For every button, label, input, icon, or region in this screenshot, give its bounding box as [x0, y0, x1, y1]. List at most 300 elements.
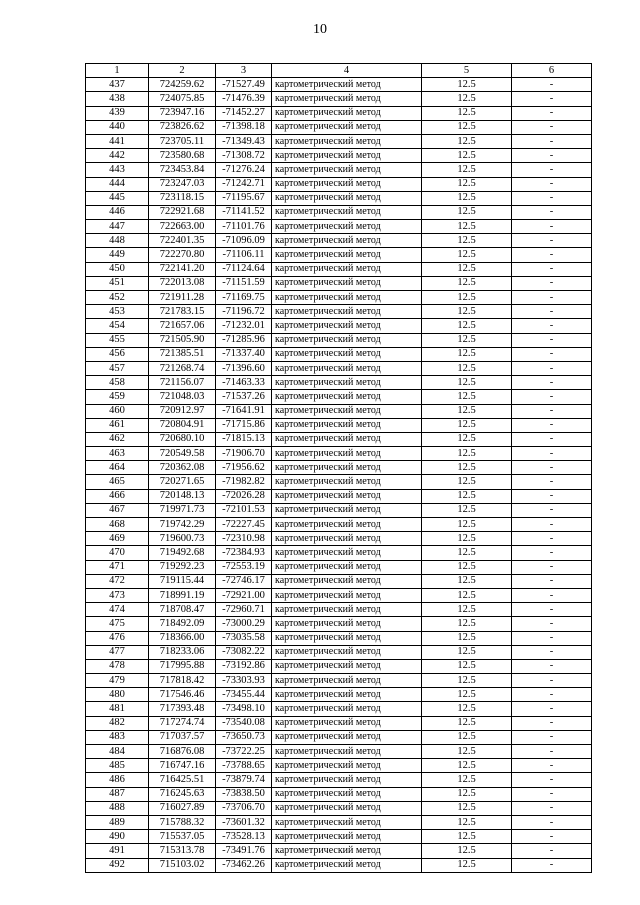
- method-cell: картометрический метод: [272, 844, 422, 858]
- note-cell: -: [512, 177, 592, 191]
- point-number-cell: 479: [86, 674, 149, 688]
- accuracy-cell: 12.5: [422, 248, 512, 262]
- accuracy-cell: 12.5: [422, 745, 512, 759]
- note-cell: -: [512, 92, 592, 106]
- table-row: [86, 617, 592, 631]
- accuracy-cell: 12.5: [422, 858, 512, 872]
- method-cell: картометрический метод: [272, 106, 422, 120]
- x-coordinate-cell: 718991.19: [149, 588, 216, 602]
- point-number-cell: 464: [86, 461, 149, 475]
- accuracy-cell: 12.5: [422, 149, 512, 163]
- table-row: [86, 163, 592, 177]
- accuracy-cell: 12.5: [422, 787, 512, 801]
- table-body: [86, 78, 592, 873]
- method-cell: картометрический метод: [272, 560, 422, 574]
- x-coordinate-cell: 723453.84: [149, 163, 216, 177]
- point-number-cell: 456: [86, 347, 149, 361]
- table-row: [86, 659, 592, 673]
- method-cell: картометрический метод: [272, 347, 422, 361]
- table-row: [86, 716, 592, 730]
- accuracy-cell: 12.5: [422, 432, 512, 446]
- note-cell: -: [512, 844, 592, 858]
- y-coordinate-cell: -71232.01: [216, 319, 272, 333]
- method-cell: картометрический метод: [272, 773, 422, 787]
- point-number-cell: 457: [86, 361, 149, 375]
- x-coordinate-cell: 724259.62: [149, 78, 216, 92]
- table-header-row: [86, 64, 592, 78]
- y-coordinate-cell: -72921.00: [216, 588, 272, 602]
- method-cell: картометрический метод: [272, 674, 422, 688]
- x-coordinate-cell: 716876.08: [149, 745, 216, 759]
- x-coordinate-cell: 721783.15: [149, 305, 216, 319]
- note-cell: -: [512, 730, 592, 744]
- table-row: [86, 702, 592, 716]
- accuracy-cell: 12.5: [422, 177, 512, 191]
- point-number-cell: 446: [86, 205, 149, 219]
- x-coordinate-cell: 717393.48: [149, 702, 216, 716]
- table-row: [86, 376, 592, 390]
- table-row: [86, 149, 592, 163]
- point-number-cell: 463: [86, 447, 149, 461]
- note-cell: -: [512, 291, 592, 305]
- note-cell: -: [512, 773, 592, 787]
- point-number-cell: 455: [86, 333, 149, 347]
- note-cell: -: [512, 659, 592, 673]
- y-coordinate-cell: -71527.49: [216, 78, 272, 92]
- table-row: [86, 688, 592, 702]
- method-cell: картометрический метод: [272, 404, 422, 418]
- y-coordinate-cell: -71641.91: [216, 404, 272, 418]
- note-cell: -: [512, 674, 592, 688]
- point-number-cell: 476: [86, 631, 149, 645]
- method-cell: картометрический метод: [272, 688, 422, 702]
- point-number-cell: 471: [86, 560, 149, 574]
- note-cell: -: [512, 688, 592, 702]
- table-row: [86, 390, 592, 404]
- accuracy-cell: 12.5: [422, 361, 512, 375]
- accuracy-cell: 12.5: [422, 730, 512, 744]
- accuracy-cell: 12.5: [422, 191, 512, 205]
- point-number-cell: 485: [86, 759, 149, 773]
- method-cell: картометрический метод: [272, 603, 422, 617]
- note-cell: -: [512, 305, 592, 319]
- y-coordinate-cell: -73000.29: [216, 617, 272, 631]
- point-number-cell: 438: [86, 92, 149, 106]
- accuracy-cell: 12.5: [422, 262, 512, 276]
- y-coordinate-cell: -71463.33: [216, 376, 272, 390]
- accuracy-cell: 12.5: [422, 475, 512, 489]
- method-cell: картометрический метод: [272, 390, 422, 404]
- note-cell: -: [512, 489, 592, 503]
- y-coordinate-cell: -72960.71: [216, 603, 272, 617]
- note-cell: -: [512, 787, 592, 801]
- method-cell: картометрический метод: [272, 588, 422, 602]
- table-row: [86, 532, 592, 546]
- method-cell: картометрический метод: [272, 702, 422, 716]
- method-cell: картометрический метод: [272, 546, 422, 560]
- note-cell: -: [512, 560, 592, 574]
- method-cell: картометрический метод: [272, 475, 422, 489]
- y-coordinate-cell: -71956.62: [216, 461, 272, 475]
- method-cell: картометрический метод: [272, 305, 422, 319]
- point-number-cell: 480: [86, 688, 149, 702]
- method-cell: картометрический метод: [272, 418, 422, 432]
- method-cell: картометрический метод: [272, 574, 422, 588]
- accuracy-cell: 12.5: [422, 461, 512, 475]
- note-cell: -: [512, 205, 592, 219]
- note-cell: -: [512, 191, 592, 205]
- x-coordinate-cell: 721657.06: [149, 319, 216, 333]
- point-number-cell: 452: [86, 291, 149, 305]
- x-coordinate-cell: 719742.29: [149, 518, 216, 532]
- table-row: [86, 78, 592, 92]
- x-coordinate-cell: 719492.68: [149, 546, 216, 560]
- point-number-cell: 475: [86, 617, 149, 631]
- y-coordinate-cell: -71452.27: [216, 106, 272, 120]
- accuracy-cell: 12.5: [422, 830, 512, 844]
- y-coordinate-cell: -71169.75: [216, 291, 272, 305]
- y-coordinate-cell: -71337.40: [216, 347, 272, 361]
- point-number-cell: 444: [86, 177, 149, 191]
- accuracy-cell: 12.5: [422, 134, 512, 148]
- y-coordinate-cell: -72101.53: [216, 503, 272, 517]
- note-cell: -: [512, 645, 592, 659]
- table-row: [86, 844, 592, 858]
- point-number-cell: 453: [86, 305, 149, 319]
- note-cell: -: [512, 461, 592, 475]
- x-coordinate-cell: 717037.57: [149, 730, 216, 744]
- x-coordinate-cell: 722663.00: [149, 220, 216, 234]
- x-coordinate-cell: 717818.42: [149, 674, 216, 688]
- method-cell: картометрический метод: [272, 489, 422, 503]
- accuracy-cell: 12.5: [422, 688, 512, 702]
- table-row: [86, 305, 592, 319]
- x-coordinate-cell: 720148.13: [149, 489, 216, 503]
- point-number-cell: 492: [86, 858, 149, 872]
- accuracy-cell: 12.5: [422, 645, 512, 659]
- y-coordinate-cell: -73540.08: [216, 716, 272, 730]
- method-cell: картометрический метод: [272, 376, 422, 390]
- x-coordinate-cell: 720912.97: [149, 404, 216, 418]
- point-number-cell: 478: [86, 659, 149, 673]
- y-coordinate-cell: -73838.50: [216, 787, 272, 801]
- method-cell: картометрический метод: [272, 801, 422, 815]
- point-number-cell: 459: [86, 390, 149, 404]
- point-number-cell: 443: [86, 163, 149, 177]
- x-coordinate-cell: 720362.08: [149, 461, 216, 475]
- y-coordinate-cell: -72384.93: [216, 546, 272, 560]
- x-coordinate-cell: 721385.51: [149, 347, 216, 361]
- x-coordinate-cell: 720804.91: [149, 418, 216, 432]
- y-coordinate-cell: -71124.64: [216, 262, 272, 276]
- table-row: [86, 631, 592, 645]
- x-coordinate-cell: 721268.74: [149, 361, 216, 375]
- method-cell: картометрический метод: [272, 518, 422, 532]
- column-header-4: 4: [272, 64, 422, 78]
- accuracy-cell: 12.5: [422, 759, 512, 773]
- accuracy-cell: 12.5: [422, 659, 512, 673]
- point-number-cell: 469: [86, 532, 149, 546]
- y-coordinate-cell: -71106.11: [216, 248, 272, 262]
- y-coordinate-cell: -73035.58: [216, 631, 272, 645]
- accuracy-cell: 12.5: [422, 674, 512, 688]
- y-coordinate-cell: -71398.18: [216, 120, 272, 134]
- x-coordinate-cell: 715103.02: [149, 858, 216, 872]
- y-coordinate-cell: -71715.86: [216, 418, 272, 432]
- point-number-cell: 439: [86, 106, 149, 120]
- x-coordinate-cell: 721048.03: [149, 390, 216, 404]
- accuracy-cell: 12.5: [422, 333, 512, 347]
- note-cell: -: [512, 830, 592, 844]
- accuracy-cell: 12.5: [422, 631, 512, 645]
- point-number-cell: 440: [86, 120, 149, 134]
- point-number-cell: 484: [86, 745, 149, 759]
- x-coordinate-cell: 719971.73: [149, 503, 216, 517]
- x-coordinate-cell: 716747.16: [149, 759, 216, 773]
- method-cell: картометрический метод: [272, 220, 422, 234]
- x-coordinate-cell: 719115.44: [149, 574, 216, 588]
- accuracy-cell: 12.5: [422, 319, 512, 333]
- point-number-cell: 447: [86, 220, 149, 234]
- x-coordinate-cell: 715788.32: [149, 815, 216, 829]
- table-row: [86, 120, 592, 134]
- accuracy-cell: 12.5: [422, 404, 512, 418]
- note-cell: -: [512, 376, 592, 390]
- note-cell: -: [512, 134, 592, 148]
- method-cell: картометрический метод: [272, 361, 422, 375]
- accuracy-cell: 12.5: [422, 390, 512, 404]
- accuracy-cell: 12.5: [422, 617, 512, 631]
- x-coordinate-cell: 719292.23: [149, 560, 216, 574]
- note-cell: -: [512, 574, 592, 588]
- note-cell: -: [512, 404, 592, 418]
- point-number-cell: 490: [86, 830, 149, 844]
- y-coordinate-cell: -73491.76: [216, 844, 272, 858]
- column-header-5: 5: [422, 64, 512, 78]
- note-cell: -: [512, 716, 592, 730]
- accuracy-cell: 12.5: [422, 92, 512, 106]
- point-number-cell: 487: [86, 787, 149, 801]
- point-number-cell: 482: [86, 716, 149, 730]
- method-cell: картометрический метод: [272, 163, 422, 177]
- method-cell: картометрический метод: [272, 461, 422, 475]
- x-coordinate-cell: 717546.46: [149, 688, 216, 702]
- point-number-cell: 462: [86, 432, 149, 446]
- note-cell: -: [512, 546, 592, 560]
- column-header-2: 2: [149, 64, 216, 78]
- note-cell: -: [512, 149, 592, 163]
- point-number-cell: 442: [86, 149, 149, 163]
- point-number-cell: 465: [86, 475, 149, 489]
- note-cell: -: [512, 248, 592, 262]
- y-coordinate-cell: -71396.60: [216, 361, 272, 375]
- table-row: [86, 546, 592, 560]
- table-row: [86, 518, 592, 532]
- method-cell: картометрический метод: [272, 276, 422, 290]
- table-row: [86, 361, 592, 375]
- y-coordinate-cell: -71276.24: [216, 163, 272, 177]
- table-row: [86, 134, 592, 148]
- accuracy-cell: 12.5: [422, 78, 512, 92]
- table-row: [86, 588, 592, 602]
- x-coordinate-cell: 719600.73: [149, 532, 216, 546]
- method-cell: картометрический метод: [272, 248, 422, 262]
- accuracy-cell: 12.5: [422, 801, 512, 815]
- accuracy-cell: 12.5: [422, 503, 512, 517]
- table-row: [86, 730, 592, 744]
- table-row: [86, 461, 592, 475]
- point-number-cell: 445: [86, 191, 149, 205]
- method-cell: картометрический метод: [272, 92, 422, 106]
- accuracy-cell: 12.5: [422, 773, 512, 787]
- y-coordinate-cell: -73528.13: [216, 830, 272, 844]
- accuracy-cell: 12.5: [422, 347, 512, 361]
- table-row: [86, 234, 592, 248]
- x-coordinate-cell: 721156.07: [149, 376, 216, 390]
- point-number-cell: 460: [86, 404, 149, 418]
- accuracy-cell: 12.5: [422, 305, 512, 319]
- y-coordinate-cell: -72553.19: [216, 560, 272, 574]
- point-number-cell: 477: [86, 645, 149, 659]
- table-row: [86, 475, 592, 489]
- method-cell: картометрический метод: [272, 759, 422, 773]
- accuracy-cell: 12.5: [422, 106, 512, 120]
- y-coordinate-cell: -72310.98: [216, 532, 272, 546]
- accuracy-cell: 12.5: [422, 163, 512, 177]
- y-coordinate-cell: -73706.70: [216, 801, 272, 815]
- accuracy-cell: 12.5: [422, 716, 512, 730]
- y-coordinate-cell: -71196.72: [216, 305, 272, 319]
- note-cell: -: [512, 347, 592, 361]
- note-cell: -: [512, 390, 592, 404]
- accuracy-cell: 12.5: [422, 574, 512, 588]
- y-coordinate-cell: -71141.52: [216, 205, 272, 219]
- method-cell: картометрический метод: [272, 78, 422, 92]
- y-coordinate-cell: -71101.76: [216, 220, 272, 234]
- x-coordinate-cell: 722141.20: [149, 262, 216, 276]
- y-coordinate-cell: -73879.74: [216, 773, 272, 787]
- method-cell: картометрический метод: [272, 631, 422, 645]
- note-cell: -: [512, 432, 592, 446]
- table-row: [86, 787, 592, 801]
- accuracy-cell: 12.5: [422, 588, 512, 602]
- accuracy-cell: 12.5: [422, 418, 512, 432]
- method-cell: картометрический метод: [272, 716, 422, 730]
- method-cell: картометрический метод: [272, 149, 422, 163]
- note-cell: -: [512, 603, 592, 617]
- point-number-cell: 448: [86, 234, 149, 248]
- table-row: [86, 276, 592, 290]
- point-number-cell: 468: [86, 518, 149, 532]
- method-cell: картометрический метод: [272, 432, 422, 446]
- table-row: [86, 759, 592, 773]
- table-row: [86, 645, 592, 659]
- note-cell: -: [512, 418, 592, 432]
- method-cell: картометрический метод: [272, 858, 422, 872]
- table-row: [86, 858, 592, 872]
- point-number-cell: 491: [86, 844, 149, 858]
- y-coordinate-cell: -71285.96: [216, 333, 272, 347]
- point-number-cell: 450: [86, 262, 149, 276]
- x-coordinate-cell: 720549.58: [149, 447, 216, 461]
- table-row: [86, 489, 592, 503]
- point-number-cell: 473: [86, 588, 149, 602]
- note-cell: -: [512, 745, 592, 759]
- accuracy-cell: 12.5: [422, 815, 512, 829]
- point-number-cell: 458: [86, 376, 149, 390]
- y-coordinate-cell: -71349.43: [216, 134, 272, 148]
- accuracy-cell: 12.5: [422, 447, 512, 461]
- x-coordinate-cell: 722270.80: [149, 248, 216, 262]
- note-cell: -: [512, 801, 592, 815]
- y-coordinate-cell: -71982.82: [216, 475, 272, 489]
- page-number: 10: [313, 22, 327, 37]
- table-row: [86, 418, 592, 432]
- method-cell: картометрический метод: [272, 205, 422, 219]
- x-coordinate-cell: 723247.03: [149, 177, 216, 191]
- table-row: [86, 106, 592, 120]
- accuracy-cell: 12.5: [422, 291, 512, 305]
- y-coordinate-cell: -71308.72: [216, 149, 272, 163]
- method-cell: картометрический метод: [272, 262, 422, 276]
- point-number-cell: 454: [86, 319, 149, 333]
- y-coordinate-cell: -73498.10: [216, 702, 272, 716]
- x-coordinate-cell: 716027.89: [149, 801, 216, 815]
- point-number-cell: 449: [86, 248, 149, 262]
- note-cell: -: [512, 276, 592, 290]
- x-coordinate-cell: 717274.74: [149, 716, 216, 730]
- note-cell: -: [512, 120, 592, 134]
- method-cell: картометрический метод: [272, 191, 422, 205]
- note-cell: -: [512, 78, 592, 92]
- note-cell: -: [512, 702, 592, 716]
- accuracy-cell: 12.5: [422, 603, 512, 617]
- note-cell: -: [512, 617, 592, 631]
- x-coordinate-cell: 724075.85: [149, 92, 216, 106]
- point-number-cell: 466: [86, 489, 149, 503]
- x-coordinate-cell: 723118.15: [149, 191, 216, 205]
- note-cell: -: [512, 815, 592, 829]
- method-cell: картометрический метод: [272, 659, 422, 673]
- accuracy-cell: 12.5: [422, 205, 512, 219]
- point-number-cell: 488: [86, 801, 149, 815]
- x-coordinate-cell: 722921.68: [149, 205, 216, 219]
- method-cell: картометрический метод: [272, 291, 422, 305]
- accuracy-cell: 12.5: [422, 376, 512, 390]
- coordinates-table: [85, 63, 592, 873]
- accuracy-cell: 12.5: [422, 532, 512, 546]
- point-number-cell: 489: [86, 815, 149, 829]
- point-number-cell: 441: [86, 134, 149, 148]
- x-coordinate-cell: 721911.28: [149, 291, 216, 305]
- x-coordinate-cell: 716245.63: [149, 787, 216, 801]
- point-number-cell: 437: [86, 78, 149, 92]
- note-cell: -: [512, 858, 592, 872]
- x-coordinate-cell: 723580.68: [149, 149, 216, 163]
- table-row: [86, 291, 592, 305]
- method-cell: картометрический метод: [272, 532, 422, 546]
- table-row: [86, 191, 592, 205]
- accuracy-cell: 12.5: [422, 120, 512, 134]
- y-coordinate-cell: -73788.65: [216, 759, 272, 773]
- point-number-cell: 483: [86, 730, 149, 744]
- y-coordinate-cell: -73192.86: [216, 659, 272, 673]
- table-row: [86, 773, 592, 787]
- y-coordinate-cell: -71537.26: [216, 390, 272, 404]
- table-row: [86, 432, 592, 446]
- method-cell: картометрический метод: [272, 503, 422, 517]
- x-coordinate-cell: 723826.62: [149, 120, 216, 134]
